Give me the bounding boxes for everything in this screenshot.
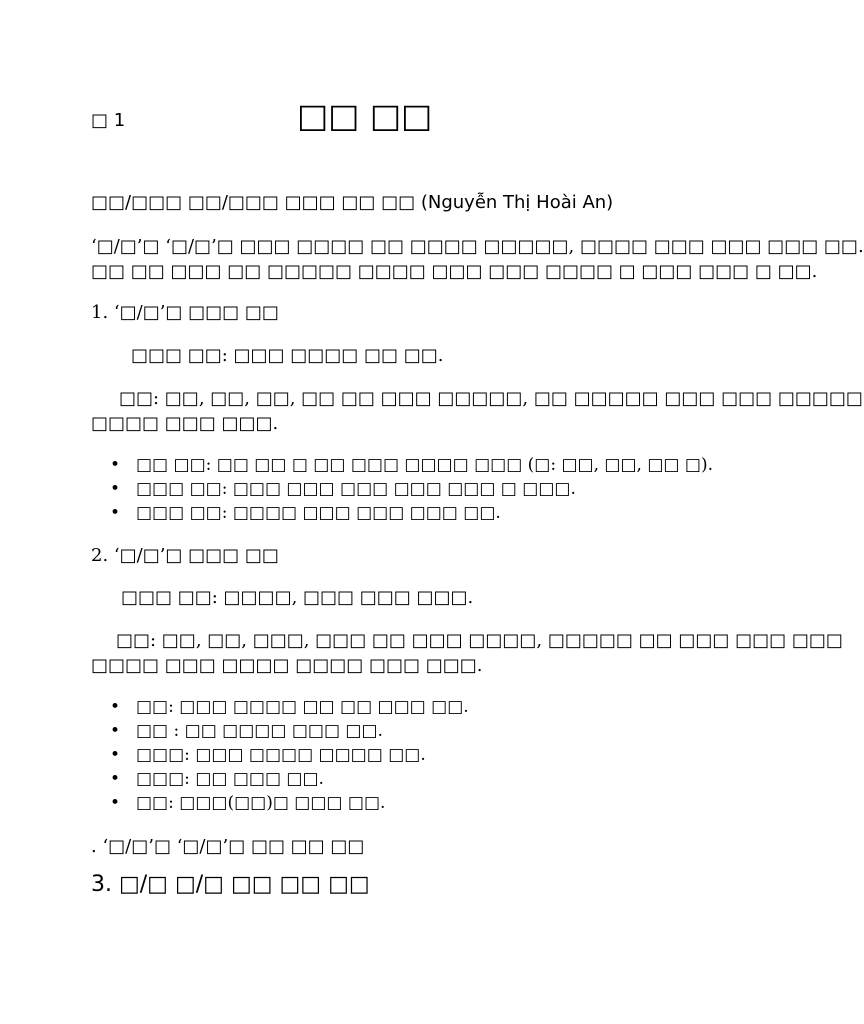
section-1-heading: 1. ‘□/□’□ □□□ □□ (91, 302, 279, 323)
list-item: • □□□ □□: □□□ □□□ □□□ □□□ □□□ □ □□□. (110, 479, 576, 499)
bullet-icon: • (110, 769, 121, 789)
bullet-icon: • (110, 503, 121, 523)
section-2-basic-meaning: □□□ □□: □□□□, □□□ □□□ □□□. (121, 587, 474, 608)
intro-line-1: ‘□/□’□ ‘□/□’□ □□□ □□□□ □□ □□□□ □□□□□, □□□□ □□□ □□□ □□□ □□. (91, 236, 864, 257)
section-1-bullet-list (110, 453, 713, 525)
list-item: • □□□: □□□ □□□□ □□□□ □□. (110, 745, 426, 765)
bullet-icon: • (110, 479, 121, 499)
bullet-icon: • (110, 721, 121, 741)
section-2-usage-line-2: □□□□ □□□ □□□□ □□□□ □□□ □□□. (91, 655, 483, 676)
section-1-usage-line-1: □□: □□, □□, □□, □□ □□ □□□ □□□□□, □□ □□□□□ □□□ □□□ □□□□□ (119, 388, 863, 409)
list-item: • □□□ □□: □□□□ □□□ □□□ □□□ □□. (110, 503, 501, 523)
list-item: • □□: □□□ □□□□ □□ □□ □□□ □□. (110, 697, 469, 717)
section-1-basic-meaning: □□□ □□: □□□ □□□□ □□ □□. (131, 345, 444, 366)
list-item: • □□: □□□(□□)□ □□□ □□. (110, 793, 386, 813)
bullet-icon: • (110, 455, 121, 475)
list-item: • □□□: □□ □□□ □□. (110, 769, 324, 789)
bullet-icon: • (110, 793, 121, 813)
bullet-icon: • (110, 745, 121, 765)
section-2-bullet-list (110, 695, 469, 815)
section-2-heading: 2. ‘□/□’□ □□□ □□ (91, 545, 279, 566)
document-subtitle: □□/□□□ □□/□□□ □□□ □□ □□ (Nguyễn Thị Hoài An) (91, 192, 614, 213)
list-item: • □□ : □□ □□□□ □□□ □□. (110, 721, 383, 741)
list-item: • □□ □□: □□ □□ □ □□ □□□ □□□□ □□□ (□: □□, □□, □□ □). (110, 455, 713, 475)
section-3-heading: 3. □/□ □/□ □□ □□ □□ (91, 872, 370, 897)
page-number: □ 1 (91, 110, 126, 131)
section-2-usage-line-1: □□: □□, □□, □□□, □□□ □□ □□□ □□□□, □□□□□ □□ □□□ □□□ □□□ (116, 630, 843, 651)
bullet-icon: • (110, 697, 121, 717)
page-title: □□ □□ (297, 96, 433, 135)
comparison-heading: . ‘□/□’□ ‘□/□’□ □□ □□ □□ (91, 836, 365, 857)
intro-line-2: □□ □□ □□□ □□ □□□□□ □□□□ □□□ □□□ □□□□ □ □□□ □□□ □ □□. (91, 261, 818, 282)
section-1-usage-line-2: □□□□ □□□ □□□. (91, 413, 279, 434)
